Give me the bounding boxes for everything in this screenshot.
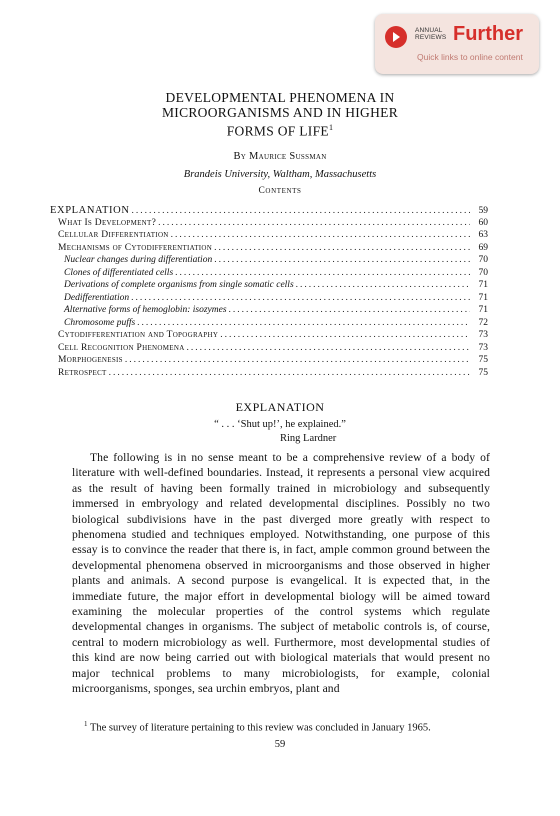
annual-reviews-further-banner[interactable] [375,14,539,74]
toc-leader-dots [156,218,470,228]
further-wordmark: Further [453,23,523,45]
toc-entry-label: EXPLANATION [50,205,130,216]
toc-entry-page: 75 [478,367,488,378]
toc-entry-label: Retrospect [58,367,107,378]
toc-entry-label: Alternative forms of hemoglobin: isozymes [64,305,227,315]
toc-entry-label: Cell Recognition Phenomena [58,342,185,353]
page-number: 59 [274,739,286,750]
toc-entry-page: 69 [478,242,488,253]
toc-entry[interactable] [50,318,488,331]
toc-entry-label: Cellular Differentiation [58,230,169,240]
toc-leader-dots [294,280,470,290]
toc-entry[interactable] [50,255,488,268]
toc-entry-page: 75 [478,355,488,365]
author-line: By Maurice Sussman [233,151,327,162]
toc-leader-dots [185,343,470,353]
toc-entry-page: 71 [478,305,488,315]
toc-entry-page: 59 [478,206,488,216]
toc-entry-label: Morphogenesis [58,355,123,365]
table-of-contents [50,205,488,380]
toc-leader-dots [123,355,470,365]
toc-leader-dots [212,243,470,253]
title-footnote-mark: 1 [328,123,334,132]
toc-entry[interactable] [50,268,488,281]
toc-leader-dots [218,330,470,340]
toc-leader-dots [173,268,470,278]
toc-leader-dots [169,230,470,240]
toc-entry-label: Mechanisms of Cytodifferentiation [58,242,213,253]
annual-reviews-wordmark: ANNUAL REVIEWS [415,27,447,41]
annual-reviews-logo-icon [385,26,407,48]
toc-entry-page: 70 [478,267,488,278]
article-title: DEVELOPMENTAL PHENOMENA IN MICROORGANISMS AND IN HIGHER FORMS OF LIFE$^1$ [161,90,399,139]
toc-entry[interactable] [50,230,488,243]
toc-entry[interactable] [50,330,488,343]
toc-entry[interactable] [50,355,488,368]
toc-leader-dots [212,255,470,265]
toc-entry-label: Clones of differentiated cells [64,267,174,278]
toc-entry-page: 71 [478,280,488,290]
body-paragraph: The following is in no sense meant to be a comprehensive review of a body of literature with well-defined boundaries. Instead, it represents a personal view acquired as the result of having been formally trained in microbiology and subsequently immersed in embryology and related developmental disciplines. Possibly no two biological subdivisions have in the past diverged more greatly with respect to phenomena studied and techniques employed. Notwithstanding, one purpose of this essay is to convince the reader that there is, in fact, ample common ground between the developmental phenomena observed in microorganisms and those observed in higher plants and animals. A second purpose is evangelical. It is expected that, in the immediate future, the major effort in developmental biology will be aimed toward examining the molecular properties of the control systems which regulate developmental changes in organisms. The subject of metabolic controls is, of course, central to modern microbiology as well. Furthermore, most developmental studies of this kind are now being carried out with biological materials that would present no major technical problems to many microbiologists, for example, colonial microorganisms, sponges, sea urchin embryos, plant and [72,451,490,696]
toc-entry[interactable] [50,368,488,381]
toc-entry-page: 73 [478,342,488,353]
toc-entry[interactable] [50,280,488,293]
toc-entry-label: Chromosome puffs [64,317,136,328]
toc-entry-page: 71 [478,292,488,303]
toc-leader-dots [107,368,470,378]
toc-entry-label: Cytodifferentiation and Topography [58,330,219,340]
toc-entry[interactable] [50,205,488,218]
section-heading: EXPLANATION [235,400,325,414]
toc-entry-page: 60 [478,217,488,228]
toc-entry-label: Dedifferentiation [64,292,130,303]
footnote-mark: 1 [84,720,88,728]
toc-entry[interactable] [50,343,488,356]
toc-entry-page: 73 [478,330,488,340]
contents-heading: Contents [258,186,302,196]
epigraph-author: Ring Lardner [280,433,337,444]
toc-entry-page: 72 [478,317,488,328]
affiliation: Brandeis University, Waltham, Massachusetts [183,169,377,180]
footnote-text: The survey of literature pertaining to this review was concluded in January 1965. [89,722,431,734]
epigraph: “ . . . ‘Shut up!’, he explained.” [214,419,346,430]
toc-entry-label: Nuclear changes during differentiation [64,255,213,265]
toc-entry-label: What Is Development? [58,217,157,228]
toc-entry[interactable] [50,293,488,306]
toc-leader-dots [135,318,470,328]
toc-entry[interactable] [50,243,488,256]
toc-entry[interactable] [50,218,488,231]
toc-entry-page: 70 [478,255,488,265]
toc-leader-dots [227,305,470,315]
toc-leader-dots [130,206,470,216]
quick-links-link[interactable]: Quick links to online content [417,52,523,62]
toc-leader-dots [129,293,470,303]
toc-entry-label: Derivations of complete organisms from single somatic cells [64,280,294,290]
toc-entry-page: 63 [478,230,488,240]
footnote [72,720,490,734]
toc-entry[interactable] [50,305,488,318]
